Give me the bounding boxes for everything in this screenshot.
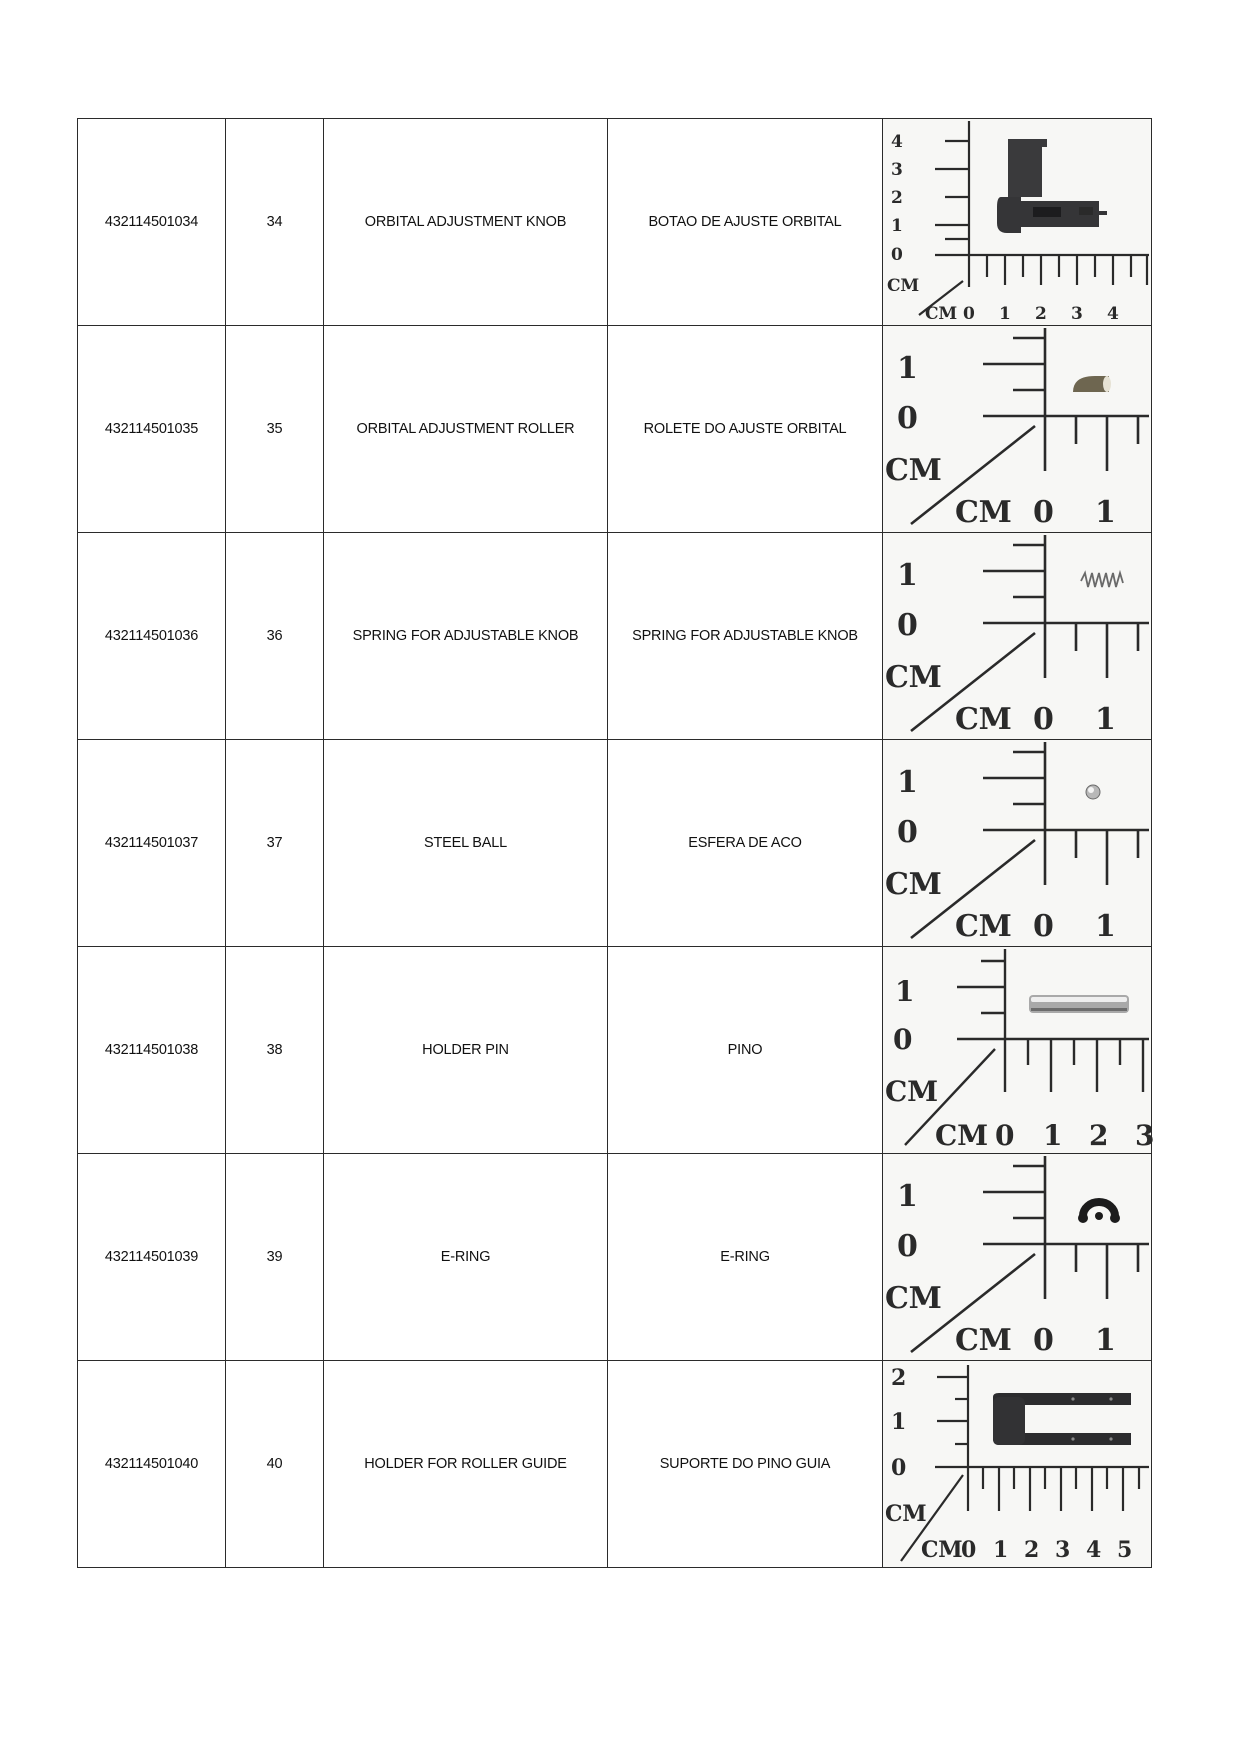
table-row — [78, 119, 1152, 326]
unit-label: CM — [955, 702, 1012, 737]
scale-label: 1 — [1043, 1119, 1063, 1152]
item-number: 36 — [226, 533, 324, 740]
item-number: 34 — [226, 119, 324, 326]
unit-label: CM — [885, 453, 942, 488]
description-portuguese: SPRING FOR ADJUSTABLE KNOB — [608, 533, 883, 740]
part-photo — [883, 326, 1151, 532]
scale-label: 1 — [891, 1409, 907, 1435]
unit-label: CM — [887, 276, 919, 296]
part-photo-cell — [883, 947, 1155, 1154]
part-code: 432114501039 — [78, 1154, 226, 1361]
scale-label: 0 — [1033, 909, 1054, 944]
scale-label: 4 — [891, 132, 903, 152]
part-photo-cell — [883, 1154, 1152, 1361]
unit-label: CM — [955, 909, 1012, 944]
spring-icon — [1081, 573, 1123, 587]
description-english: HOLDER FOR ROLLER GUIDE — [324, 1361, 608, 1568]
scale-label: 2 — [1035, 304, 1047, 324]
description-english: STEEL BALL — [324, 740, 608, 947]
part-code: 432114501040 — [78, 1361, 226, 1568]
scale-label: 2 — [891, 1365, 907, 1391]
scale-label: 0 — [1033, 495, 1054, 530]
unit-label: CM — [925, 304, 957, 324]
scale-label: 1 — [897, 351, 918, 386]
scale-label: 1 — [993, 1537, 1009, 1563]
unit-label: CM — [921, 1537, 963, 1563]
scale-label: 0 — [891, 1455, 907, 1481]
description-portuguese: ESFERA DE ACO — [608, 740, 883, 947]
part-code: 432114501037 — [78, 740, 226, 947]
scale-label: 0 — [897, 815, 918, 850]
unit-label: CM — [885, 1281, 942, 1316]
scale-label: 4 — [1107, 304, 1119, 324]
item-number: 39 — [226, 1154, 324, 1361]
part-photo — [883, 1154, 1151, 1360]
scale-label: 0 — [893, 1023, 913, 1056]
table-row — [78, 1361, 1152, 1568]
table-row — [78, 326, 1152, 533]
unit-label: CM — [885, 660, 942, 695]
scale-label: 2 — [891, 188, 903, 208]
description-portuguese: BOTAO DE AJUSTE ORBITAL — [608, 119, 883, 326]
part-photo-cell — [883, 740, 1152, 947]
scale-label: 1 — [1095, 702, 1116, 737]
steel-ball-icon — [1086, 785, 1100, 799]
pin-icon — [1029, 995, 1129, 1013]
scale-label: 1 — [1095, 909, 1116, 944]
scale-label: 0 — [963, 304, 975, 324]
description-portuguese: ROLETE DO AJUSTE ORBITAL — [608, 326, 883, 533]
part-photo-cell — [883, 533, 1152, 740]
scale-label: 1 — [1095, 1323, 1116, 1358]
scale-label: 3 — [1071, 304, 1083, 324]
ruler-icon — [905, 949, 1149, 1145]
unit-label: CM — [935, 1119, 988, 1152]
description-portuguese: PINO — [608, 947, 883, 1154]
scale-label: 0 — [897, 1229, 918, 1264]
unit-label: CM — [955, 495, 1012, 530]
description-english: E-RING — [324, 1154, 608, 1361]
unit-label: CM — [955, 1323, 1012, 1358]
scale-label: 1 — [1095, 495, 1116, 530]
scale-label: 2 — [1024, 1537, 1040, 1563]
scale-label: 1 — [895, 975, 915, 1008]
description-english: HOLDER PIN — [324, 947, 608, 1154]
item-number: 37 — [226, 740, 324, 947]
unit-label: CM — [885, 1075, 938, 1108]
part-photo — [883, 1361, 1151, 1567]
description-english: ORBITAL ADJUSTMENT ROLLER — [324, 326, 608, 533]
item-number: 38 — [226, 947, 324, 1154]
parts-table — [77, 118, 1155, 1568]
scale-label: 0 — [1033, 702, 1054, 737]
scale-label: 0 — [897, 608, 918, 643]
description-english: ORBITAL ADJUSTMENT KNOB — [324, 119, 608, 326]
holder-bracket-icon — [993, 1393, 1131, 1445]
scale-label: 5 — [1117, 1537, 1133, 1563]
table-row — [78, 740, 1152, 947]
scale-label: 0 — [1033, 1323, 1054, 1358]
item-number: 35 — [226, 326, 324, 533]
part-photo-cell — [883, 1361, 1152, 1568]
scale-label: 2 — [1089, 1119, 1109, 1152]
description-portuguese: SUPORTE DO PINO GUIA — [608, 1361, 883, 1568]
part-photo — [883, 740, 1151, 946]
part-photo-cell — [883, 326, 1152, 533]
scale-label: 3 — [891, 160, 903, 180]
scale-label: 4 — [1086, 1537, 1102, 1563]
scale-label: 3 — [1055, 1537, 1071, 1563]
part-code: 432114501038 — [78, 947, 226, 1154]
unit-label: CM — [885, 1501, 927, 1527]
unit-label: CM — [885, 867, 942, 902]
part-photo — [883, 119, 1151, 325]
roller-icon — [1073, 376, 1111, 392]
part-photo — [883, 533, 1151, 739]
scale-label: 1 — [999, 304, 1011, 324]
part-code: 432114501036 — [78, 533, 226, 740]
table-row — [78, 533, 1152, 740]
scale-label: 0 — [897, 401, 918, 436]
scale-label: 1 — [897, 558, 918, 593]
description-english: SPRING FOR ADJUSTABLE KNOB — [324, 533, 608, 740]
scale-label: 1 — [897, 765, 918, 800]
part-photo — [883, 947, 1155, 1153]
item-number: 40 — [226, 1361, 324, 1568]
part-code: 432114501034 — [78, 119, 226, 326]
scale-label: 0 — [891, 245, 903, 265]
table-row — [78, 947, 1152, 1154]
table-row — [78, 1154, 1152, 1361]
orbital-knob-icon — [997, 139, 1107, 233]
part-photo-cell — [883, 119, 1152, 326]
part-code: 432114501035 — [78, 326, 226, 533]
description-portuguese: E-RING — [608, 1154, 883, 1361]
scale-label: 1 — [891, 216, 903, 236]
scale-label: 1 — [897, 1179, 918, 1214]
scale-label: 0 — [961, 1537, 977, 1563]
scale-label: 0 — [995, 1119, 1015, 1152]
e-ring-icon — [1078, 1202, 1120, 1223]
scale-label: 3 — [1135, 1119, 1155, 1152]
